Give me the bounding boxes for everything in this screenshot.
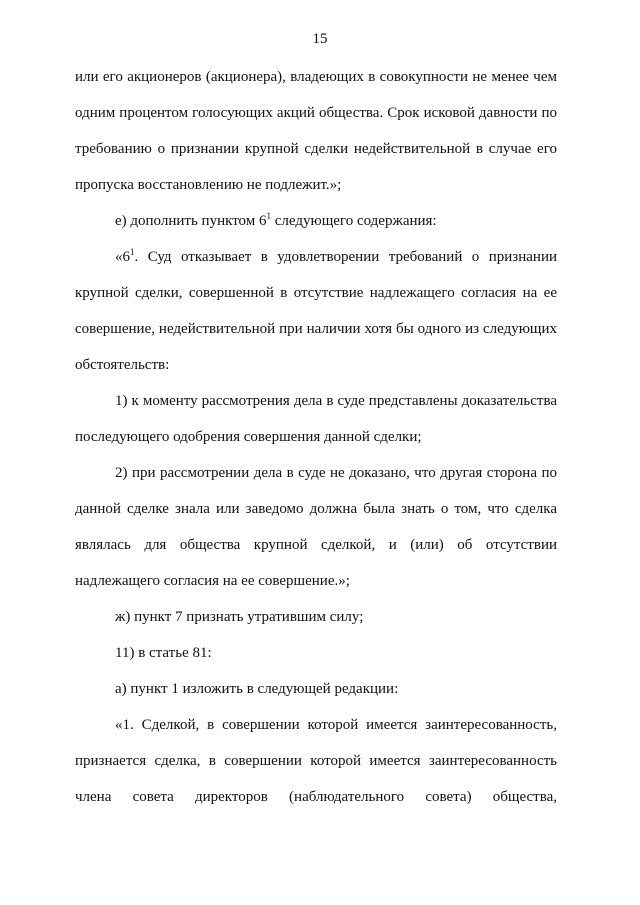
text-line: 1) к моменту рассмотрения дела в суде представлены доказательства xyxy=(115,393,557,409)
text-line: пропуска восстановлению не подлежит.»; xyxy=(75,177,342,193)
text-line: обстоятельств: xyxy=(75,357,170,373)
paragraph-e xyxy=(75,210,557,232)
text-line: надлежащего согласия на ее совершение.»; xyxy=(75,573,350,589)
text-fragment: следующего содержания: xyxy=(271,213,437,229)
text-fragment: е) дополнить пунктом 6 xyxy=(115,213,267,229)
text-line: 2) при рассмотрении дела в суде не доказано, что другая сторона по xyxy=(115,465,557,481)
page-number: 15 xyxy=(312,31,328,47)
text-line: или его акционеров (акционера), владеющих в совокупности не менее чем xyxy=(75,69,557,85)
paragraph-6-1 xyxy=(75,246,557,268)
text-line: одним процентом голосующих акций общества. Срок исковой давности по xyxy=(75,105,557,121)
document-body xyxy=(75,66,557,808)
text-line: «1. Сделкой, в совершении которой имеется заинтересованность, xyxy=(115,717,557,733)
text-line: последующего одобрения совершения данной сделки; xyxy=(75,429,422,445)
text-fragment: «6 xyxy=(115,249,130,265)
superscript: 1 xyxy=(130,247,135,257)
text-line: 11) в статье 81: xyxy=(115,645,212,661)
text-line: а) пункт 1 изложить в следующей редакции: xyxy=(115,681,399,697)
text-line: данной сделке знала или заведомо должна была знать о том, что сделка xyxy=(75,501,557,517)
text-line: признается сделка, в совершении которой имеется заинтересованность xyxy=(75,753,557,769)
text-fragment: . Суд отказывает в удовлетворении требований о признании xyxy=(134,249,557,265)
superscript: 1 xyxy=(266,211,272,221)
text-line: ж) пункт 7 признать утратившим силу; xyxy=(115,609,364,625)
text-line: совершение, недействительной при наличии хотя бы одного из следующих xyxy=(75,321,557,337)
text-line: требованию о признании крупной сделки недействительной в случае его xyxy=(75,141,557,157)
text-line: крупной сделки, совершенной в отсутствие надлежащего согласия на ее xyxy=(75,285,557,301)
text-line: являлась для общества крупной сделкой, и (или) об отсутствии xyxy=(75,537,557,553)
text-line: члена совета директоров (наблюдательного совета) общества, xyxy=(75,789,557,805)
